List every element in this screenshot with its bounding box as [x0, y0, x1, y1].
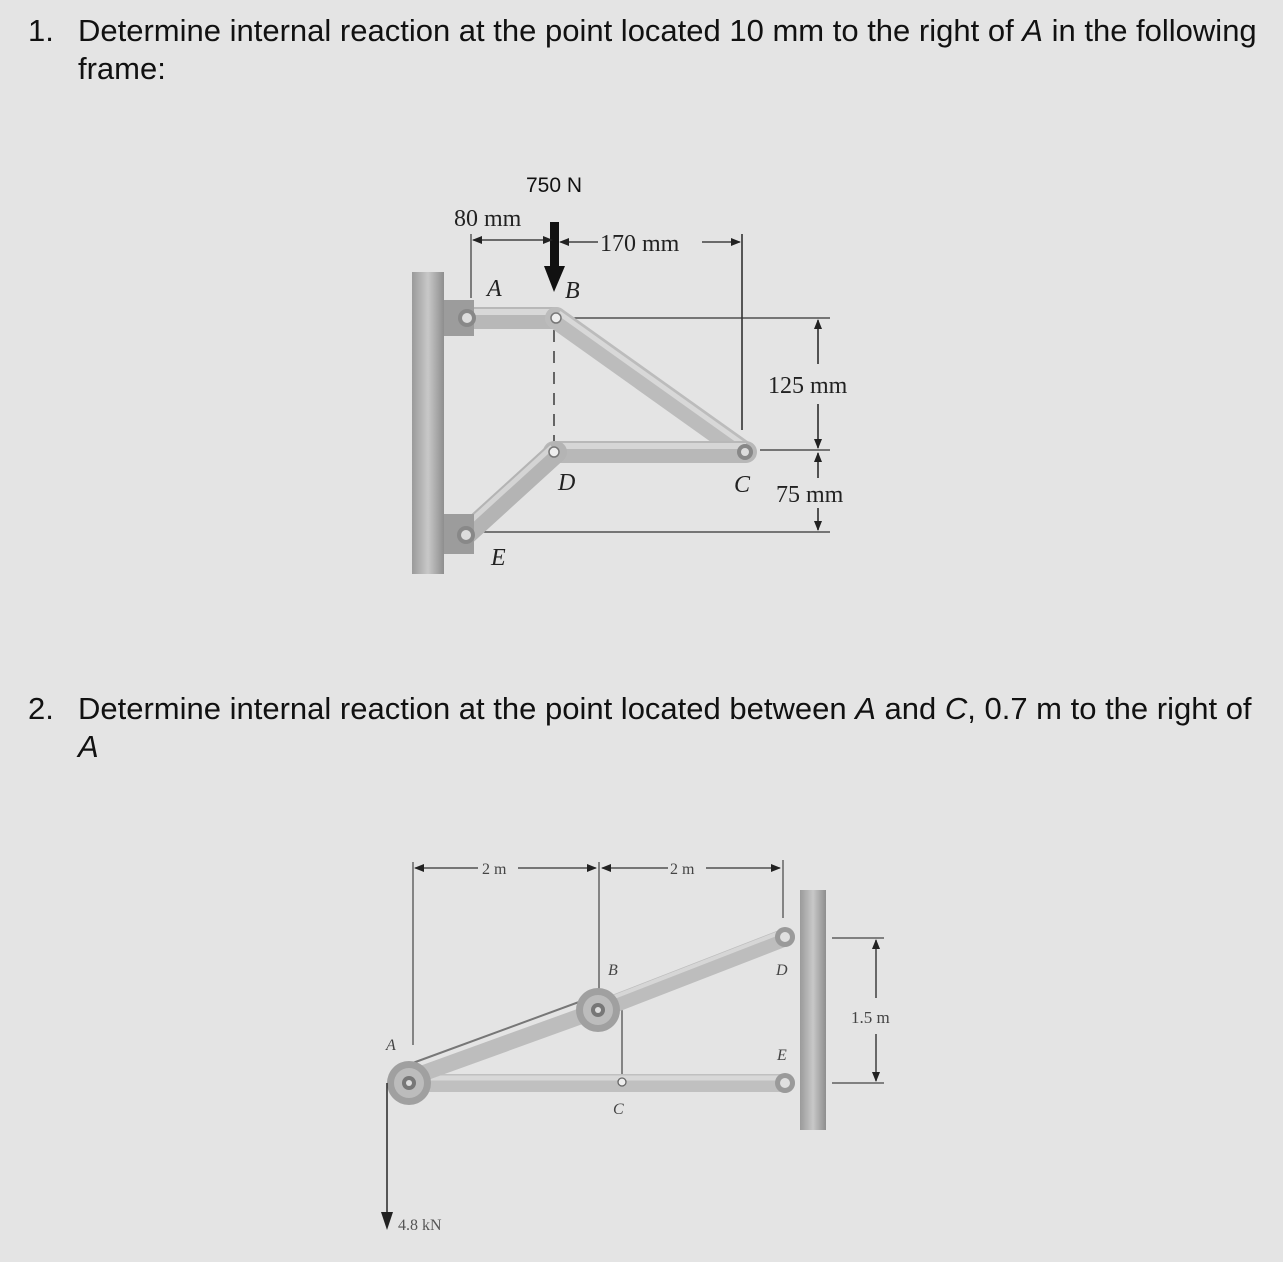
fig1-dim-75-label: 75 mm: [776, 482, 844, 508]
fig1-member-ed-hl: [462, 447, 552, 529]
fig1-label-a: A: [487, 276, 502, 302]
fig1-label-b: B: [565, 278, 580, 304]
fig1-pin-d: [549, 447, 559, 457]
fig2-dim-2m-left-label: 2 m: [482, 861, 507, 878]
problem-2-point-a: A: [855, 691, 876, 726]
fig1-pin-e: [457, 526, 475, 544]
problem-2-text-and: and: [875, 691, 945, 726]
fig1-label-d: D: [558, 470, 576, 496]
fig2-label-e: E: [777, 1047, 787, 1064]
fig2-pin-c: [618, 1078, 626, 1086]
fig2-pin-d: [775, 927, 795, 947]
fig2-label-c: C: [613, 1101, 624, 1118]
fig1-load-arrow: [544, 222, 565, 292]
fig2-dim-height-label: 1.5 m: [851, 1008, 890, 1027]
problem-2-point-c: C: [944, 691, 968, 726]
fig1-dim-170-label: 170 mm: [600, 231, 680, 257]
fig1-member-bc: [556, 318, 744, 452]
problem-1-text-part2: in the following frame:: [78, 13, 1257, 86]
fig2-wall: [800, 890, 826, 1130]
fig1-dim-125-label: 125 mm: [768, 373, 848, 399]
fig2-label-d: D: [776, 962, 788, 979]
problem-2-text-part1: Determine internal reaction at the point located between: [78, 691, 856, 726]
figure-2: [381, 860, 890, 1234]
fig2-label-a: A: [386, 1037, 396, 1054]
figure-1: [412, 174, 848, 574]
fig2-pulley-a: [387, 1061, 431, 1105]
fig2-cable: [410, 995, 598, 1064]
fig2-member-bd-hl: [596, 931, 784, 1004]
problem-1-point-a: A: [1022, 13, 1043, 48]
fig1-dim-80-label: 80 mm: [454, 206, 522, 232]
fig2-load-arrowhead: [381, 1212, 393, 1230]
fig2-member-ab: [410, 1010, 598, 1078]
fig1-wall: [412, 272, 444, 574]
fig1-load-label: 750 N: [526, 174, 583, 197]
fig1-pin-c: [737, 444, 753, 460]
fig1-member-ed: [466, 452, 556, 534]
fig2-load-label: 4.8 kN: [398, 1217, 442, 1234]
fig2-member-bd: [598, 937, 786, 1010]
problem-1-text-part1: Determine internal reaction at the point located 10 mm to the right of: [78, 13, 1023, 48]
fig2-dim-2m-right-label: 2 m: [670, 861, 695, 878]
fig1-pin-a: [458, 309, 476, 327]
problem-2-text-part2: , 0.7 m to the right of: [967, 691, 1252, 726]
problem-1-number: 1.: [28, 13, 54, 48]
fig1-member-bc-hl: [559, 313, 747, 447]
fig1-label-c: C: [734, 472, 751, 498]
fig2-pulley-b: [576, 988, 620, 1032]
problem-2-number: 2.: [28, 691, 54, 726]
fig2-pin-e: [775, 1073, 795, 1093]
problem-2-point-a2: A: [78, 729, 99, 764]
fig1-label-e: E: [491, 545, 506, 571]
fig2-label-b: B: [608, 962, 618, 979]
fig1-pin-b: [551, 313, 561, 323]
